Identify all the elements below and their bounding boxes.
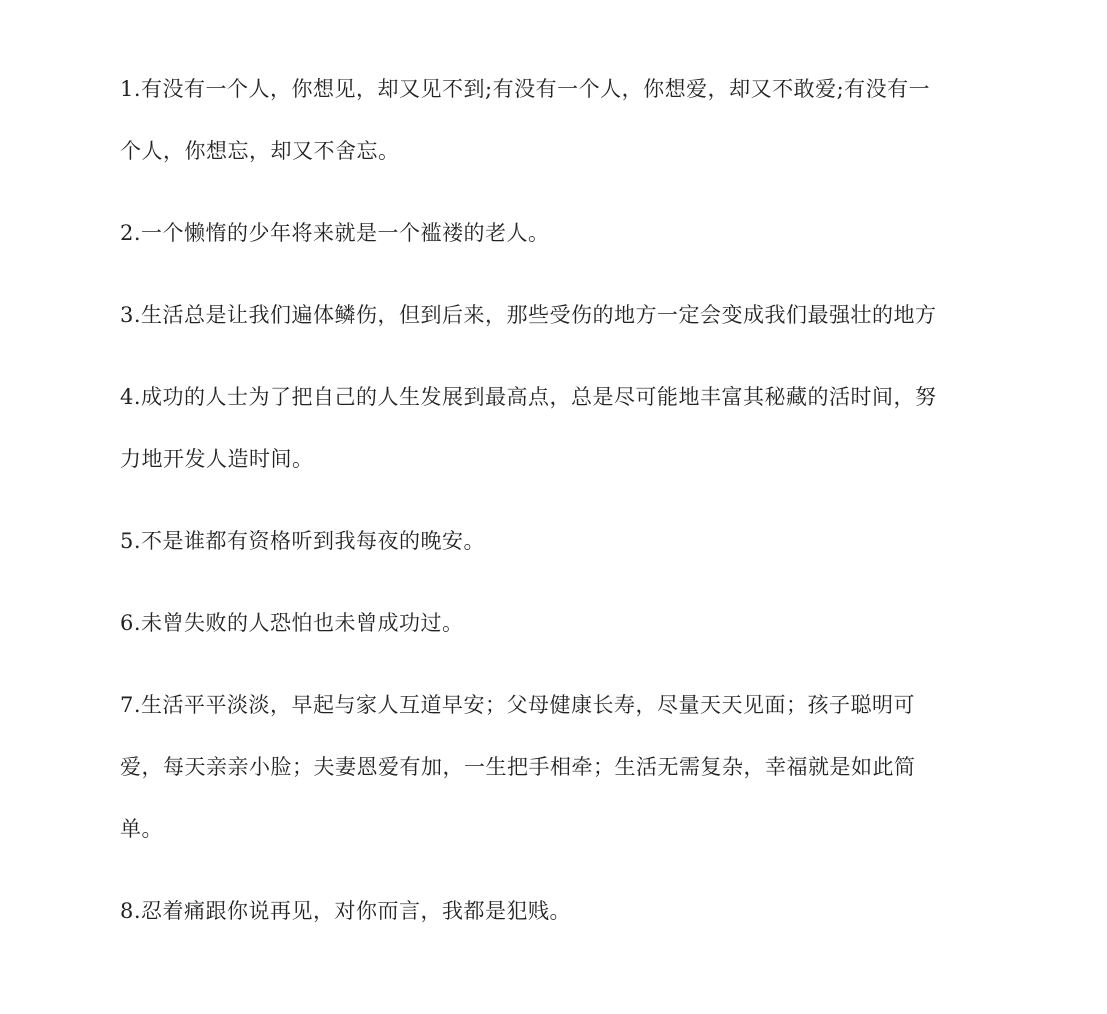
paragraph-3: 3.生活总是让我们遍体鳞伤，但到后来，那些受伤的地方一定会变成我们最强壮的地方 bbox=[120, 303, 937, 327]
paragraph-5: 5.不是谁都有资格听到我每夜的晚安。 bbox=[120, 529, 486, 553]
paragraph-7: 7.生活平平淡淡，早起与家人互道早安；父母健康长寿，尽量天天见面；孩子聪明可爱，每天亲亲小脸；夫妻恩爱有加，一生把手相牵；生活无需复杂，幸福就是如此简单。 bbox=[120, 693, 916, 841]
document-page bbox=[120, 58, 950, 962]
paragraph-1: 1.有没有一个人，你想见，却又见不到;有没有一个人，你想爱，却又不敢爱;有没有一个人，你想忘，却又不舍忘。 bbox=[120, 77, 931, 163]
paragraph-6: 6.未曾失败的人恐怕也未曾成功过。 bbox=[120, 611, 464, 635]
paragraph-4: 4.成功的人士为了把自己的人生发展到最高点，总是尽可能地丰富其秘藏的活时间，努力地开发人造时间。 bbox=[120, 385, 937, 471]
paragraph-8: 8.忍着痛跟你说再见，对你而言，我都是犯贱。 bbox=[120, 899, 572, 923]
paragraph-2: 2.一个懒惰的少年将来就是一个褴褛的老人。 bbox=[120, 221, 550, 245]
